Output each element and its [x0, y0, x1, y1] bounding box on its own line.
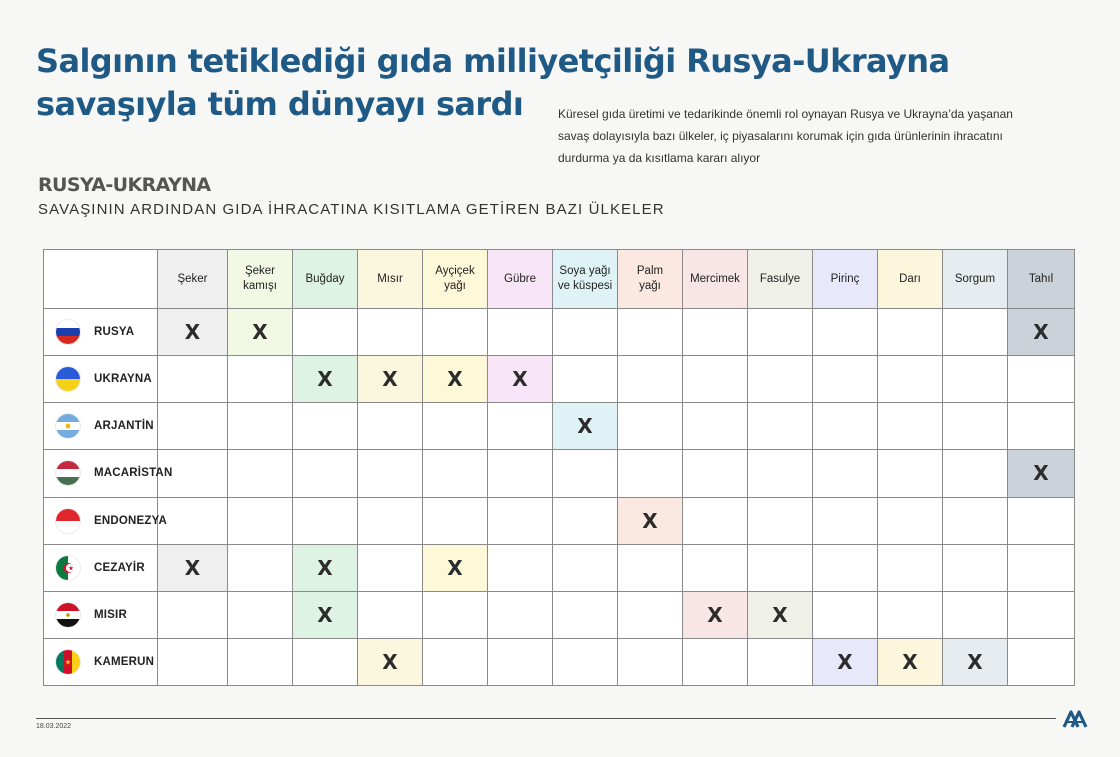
country-name: RUSYA — [94, 326, 135, 339]
restriction-cell — [943, 638, 1008, 685]
restriction-cell — [748, 591, 813, 638]
column-header-label-line-2: yağı — [444, 280, 466, 292]
empty-cell — [683, 403, 748, 450]
column-header-label: Sorgum — [954, 272, 996, 285]
empty-cell — [553, 356, 618, 403]
country-cell — [44, 309, 158, 356]
table-row — [44, 309, 1075, 356]
restriction-mark: X — [577, 414, 593, 439]
restriction-mark: X — [837, 649, 853, 674]
table-body — [44, 309, 1075, 686]
empty-cell — [748, 638, 813, 685]
restriction-cell — [683, 591, 748, 638]
empty-cell — [618, 356, 683, 403]
restriction-cell — [618, 497, 683, 544]
restriction-mark: X — [642, 508, 658, 533]
table-row — [44, 544, 1075, 591]
column-header-label: Şeker — [244, 265, 276, 277]
empty-cell — [228, 591, 293, 638]
column-header — [813, 250, 878, 309]
restriction-cell — [488, 356, 553, 403]
restriction-cell — [1008, 309, 1075, 356]
empty-cell — [423, 591, 488, 638]
empty-cell — [683, 450, 748, 497]
empty-cell — [683, 356, 748, 403]
country-cell — [44, 450, 173, 497]
restriction-cell — [358, 638, 423, 685]
restriction-cell — [293, 591, 358, 638]
empty-cell — [1008, 497, 1075, 544]
empty-cell — [618, 638, 683, 685]
restriction-mark: X — [317, 602, 333, 627]
restriction-mark: X — [317, 555, 333, 580]
empty-cell — [878, 450, 943, 497]
empty-cell — [423, 309, 488, 356]
restriction-cell — [358, 356, 423, 403]
empty-cell — [618, 450, 683, 497]
empty-cell — [1008, 638, 1075, 685]
empty-cell — [943, 591, 1008, 638]
empty-cell — [553, 638, 618, 685]
country-cell — [44, 356, 158, 403]
empty-cell — [553, 497, 618, 544]
publish-date: 18.03.2022 — [36, 723, 72, 730]
description-line-2: savaş dolayısıyla bazı ülkeler, iç piyasalarını korumak için gıda ürünlerinin ihracatını — [558, 129, 1003, 143]
description — [558, 103, 1048, 169]
empty-cell — [553, 591, 618, 638]
column-header-label: Tahıl — [1028, 272, 1054, 285]
country-name: MACARİSTAN — [94, 467, 173, 480]
empty-cell — [813, 544, 878, 591]
empty-cell — [488, 544, 553, 591]
restriction-mark: X — [772, 602, 788, 627]
russia-flag-icon — [56, 320, 80, 344]
table-row — [44, 638, 1075, 685]
empty-cell — [618, 544, 683, 591]
empty-cell — [228, 356, 293, 403]
country-cell — [44, 638, 158, 685]
country-cell — [44, 403, 158, 450]
indonesia-flag-icon — [56, 509, 80, 533]
empty-cell — [618, 591, 683, 638]
restriction-cell — [158, 309, 228, 356]
column-header-label: Şeker — [177, 272, 208, 285]
empty-cell — [813, 356, 878, 403]
restriction-mark: X — [967, 649, 983, 674]
empty-cell — [553, 450, 618, 497]
footer-divider — [36, 718, 1056, 719]
column-header-label: Mısır — [377, 272, 403, 285]
restriction-mark: X — [184, 555, 201, 580]
restriction-mark: X — [447, 367, 463, 392]
country-cell — [44, 544, 158, 591]
restriction-cell — [423, 356, 488, 403]
empty-cell — [943, 450, 1008, 497]
restriction-mark: X — [1033, 320, 1049, 345]
empty-cell — [358, 309, 423, 356]
algeria-flag-icon — [56, 556, 80, 580]
empty-cell — [158, 356, 228, 403]
title-line-1: Salgının tetiklediği gıda milliyetçiliği Rusya-Ukrayna — [36, 42, 950, 80]
empty-cell — [228, 544, 293, 591]
table-row — [44, 497, 1075, 544]
column-header-label: Mercimek — [690, 272, 740, 285]
column-header — [358, 250, 423, 309]
column-header — [683, 250, 748, 309]
empty-cell — [293, 403, 358, 450]
table-row — [44, 450, 1075, 497]
restriction-cell — [293, 544, 358, 591]
empty-cell — [683, 638, 748, 685]
column-header-label: Pirinç — [830, 272, 860, 285]
column-header-label: Darı — [899, 272, 921, 285]
empty-cell — [228, 403, 293, 450]
restriction-cell — [293, 356, 358, 403]
restriction-cell — [813, 638, 878, 685]
column-header — [943, 250, 1008, 309]
empty-cell — [943, 497, 1008, 544]
column-header — [423, 250, 488, 309]
empty-cell — [878, 591, 943, 638]
empty-cell — [878, 544, 943, 591]
empty-cell — [488, 403, 553, 450]
column-header-label-line-2: kamışı — [243, 280, 277, 292]
empty-cell — [158, 591, 228, 638]
restriction-mark: X — [1033, 461, 1049, 486]
column-header — [158, 250, 228, 309]
empty-cell — [683, 497, 748, 544]
column-header-label: Soya yağı — [559, 265, 611, 277]
section-subtitle: SAVAŞININ ARDINDAN GIDA İHRACATINA KISITLAMA GETİREN BAZI ÜLKELER — [38, 201, 665, 218]
restriction-mark: X — [902, 649, 918, 674]
empty-cell — [488, 497, 553, 544]
country-cell — [44, 497, 167, 544]
restriction-mark: X — [382, 649, 398, 674]
empty-cell — [878, 497, 943, 544]
restriction-cell — [1008, 450, 1075, 497]
country-name: CEZAYİR — [94, 561, 145, 574]
column-header — [618, 250, 683, 309]
empty-cell — [553, 544, 618, 591]
egypt-flag-icon — [56, 603, 80, 627]
restriction-mark: X — [707, 602, 723, 627]
empty-cell — [748, 403, 813, 450]
country-name: ENDONEZYA — [94, 514, 167, 527]
empty-cell — [423, 403, 488, 450]
empty-cell — [748, 544, 813, 591]
empty-cell — [228, 450, 293, 497]
empty-cell — [683, 309, 748, 356]
table-row — [44, 403, 1075, 450]
empty-cell — [358, 591, 423, 638]
empty-cell — [358, 497, 423, 544]
column-header — [553, 250, 618, 309]
column-header — [228, 250, 293, 309]
empty-cell — [293, 450, 358, 497]
restriction-cell — [228, 309, 293, 356]
table-row — [44, 356, 1075, 403]
country-name: UKRAYNA — [94, 373, 152, 386]
empty-cell — [878, 309, 943, 356]
cameroon-flag-icon — [56, 650, 80, 674]
empty-cell — [943, 403, 1008, 450]
restriction-mark: X — [184, 320, 201, 345]
empty-cell — [228, 497, 293, 544]
empty-cell — [293, 309, 358, 356]
empty-cell — [748, 497, 813, 544]
restriction-cell — [158, 544, 228, 591]
empty-cell — [488, 591, 553, 638]
empty-cell — [748, 356, 813, 403]
hungary-flag-icon — [56, 461, 80, 485]
empty-cell — [358, 544, 423, 591]
empty-cell — [1008, 403, 1075, 450]
empty-cell — [813, 497, 878, 544]
column-header — [488, 250, 553, 309]
restriction-cell — [553, 403, 618, 450]
empty-cell — [228, 638, 293, 685]
empty-cell — [813, 450, 878, 497]
empty-cell — [423, 450, 488, 497]
country-name: MISIR — [94, 608, 127, 621]
empty-cell — [683, 544, 748, 591]
restriction-mark: X — [382, 367, 398, 392]
empty-cell — [813, 591, 878, 638]
empty-cell — [358, 450, 423, 497]
empty-cell — [553, 309, 618, 356]
empty-cell — [488, 638, 553, 685]
aa-logo-icon — [1062, 709, 1088, 734]
restriction-mark: X — [447, 555, 463, 580]
column-header — [1008, 250, 1075, 309]
empty-cell — [878, 403, 943, 450]
title-line-2: savaşıyla tüm dünyayı sardı — [36, 85, 524, 123]
argentina-flag-icon — [56, 414, 80, 438]
restriction-mark: X — [317, 367, 333, 392]
empty-cell — [1008, 356, 1075, 403]
empty-cell — [423, 638, 488, 685]
description-line-1: Küresel gıda üretimi ve tedarikinde önemli rol oynayan Rusya ve Ukrayna’da yaşanan — [558, 107, 1013, 121]
table-row — [44, 591, 1075, 638]
empty-cell — [618, 403, 683, 450]
column-header-label: Buğday — [305, 272, 345, 285]
header-row — [44, 250, 1075, 309]
empty-cell — [943, 309, 1008, 356]
empty-cell — [158, 497, 228, 544]
column-header-label: Gübre — [504, 272, 536, 285]
empty-cell — [423, 497, 488, 544]
column-header-label-line-2: ve küspesi — [557, 280, 613, 292]
section-heading: RUSYA-UKRAYNA — [38, 174, 211, 196]
description-line-3: durdurma ya da kısıtlama kararı alıyor — [558, 151, 761, 165]
country-name: ARJANTİN — [94, 420, 154, 433]
empty-cell — [158, 638, 228, 685]
empty-cell — [618, 309, 683, 356]
empty-cell — [878, 356, 943, 403]
restrictions-table — [43, 249, 1075, 686]
empty-cell — [293, 497, 358, 544]
empty-cell — [813, 309, 878, 356]
restriction-cell — [423, 544, 488, 591]
empty-cell — [293, 638, 358, 685]
restriction-mark: X — [252, 320, 268, 345]
corner-cell — [44, 250, 158, 309]
column-header-label-line-2: yağı — [639, 280, 661, 292]
column-header — [748, 250, 813, 309]
empty-cell — [813, 403, 878, 450]
empty-cell — [488, 450, 553, 497]
ukraine-flag-icon — [56, 367, 80, 391]
empty-cell — [943, 544, 1008, 591]
restriction-cell — [878, 638, 943, 685]
country-cell — [44, 591, 158, 638]
empty-cell — [748, 309, 813, 356]
empty-cell — [488, 309, 553, 356]
restriction-mark: X — [512, 367, 528, 392]
column-header — [293, 250, 358, 309]
empty-cell — [943, 356, 1008, 403]
empty-cell — [1008, 591, 1075, 638]
empty-cell — [358, 403, 423, 450]
column-header — [878, 250, 943, 309]
column-header-label: Ayçiçek — [435, 265, 475, 277]
column-header-label: Palm — [636, 265, 664, 277]
country-name: KAMERUN — [94, 655, 155, 668]
empty-cell — [1008, 544, 1075, 591]
column-header-label: Fasulye — [759, 272, 801, 285]
empty-cell — [748, 450, 813, 497]
empty-cell — [158, 403, 228, 450]
